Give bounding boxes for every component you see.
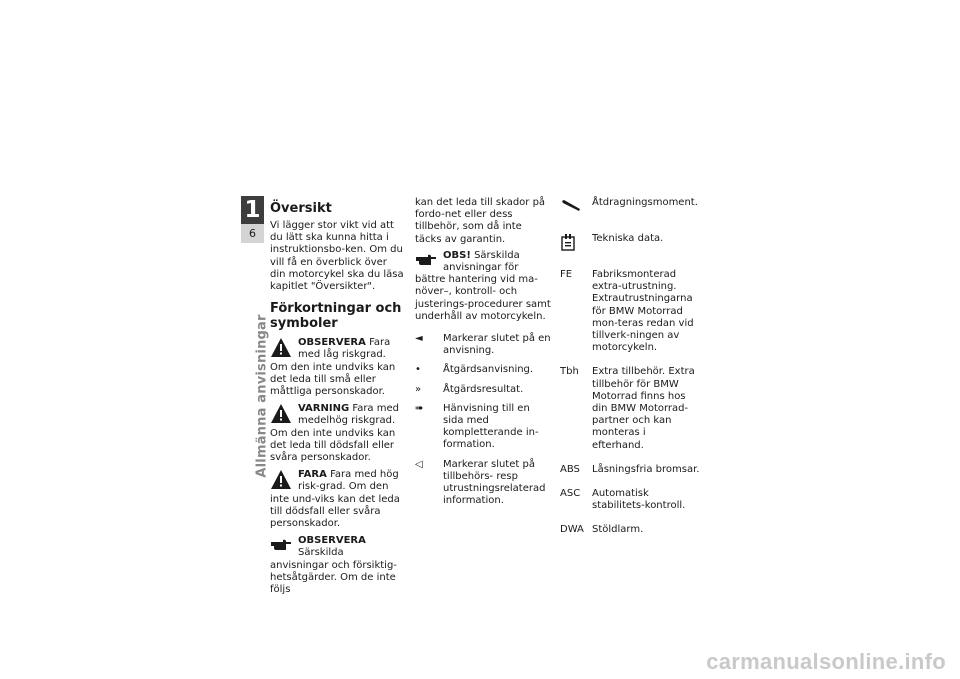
note-obs	[415, 250, 551, 323]
note-keyword: VARNING	[298, 403, 350, 415]
abbr-text: Stöldlarm.	[592, 524, 644, 536]
arrow-reference-icon: ➠	[415, 402, 424, 414]
symbol-row-end-of-instruction	[415, 333, 551, 357]
note-varning	[270, 403, 405, 464]
symbol-row-result	[415, 384, 551, 396]
abbr-key: FE	[560, 269, 573, 280]
abbr-key: DWA	[560, 524, 584, 536]
heading-abbreviations: Förkortningar och symboler	[270, 301, 402, 332]
note-fara	[270, 469, 405, 530]
symbol-row-accessory-end	[415, 459, 551, 508]
abbr-row-fe	[560, 269, 700, 354]
end-marker-icon: ◄	[415, 333, 423, 345]
warning-triangle-icon	[270, 403, 294, 427]
note-text: Särskilda anvisningar för bättre hantering vid ma-növer–, kontroll- och justerings-procedurer samt underhåll av motorcykeln.	[415, 249, 551, 322]
abbr-row-abs	[560, 464, 700, 476]
abbr-row-tbh	[560, 366, 700, 451]
icon-row-text: Tekniska data.	[592, 233, 664, 244]
column-2	[415, 197, 551, 514]
bullet-icon: •	[415, 364, 421, 376]
abbr-text: Låsningsfria bromsar.	[592, 463, 700, 475]
page-number: 6	[241, 224, 264, 243]
pointing-hand-icon	[415, 250, 439, 274]
abbr-text: Fabriksmonterad extra-utrustning. Extrautrustningarna för BMW Motorrad mon-teras redan vid tillverk-ningen av motorcykeln.	[592, 269, 694, 354]
abbr-key: Tbh	[560, 366, 579, 378]
note-text: Fara med hög risk-grad. Om den inte und-viks kan det leda till dödsfall eller svåra personskador.	[270, 469, 400, 530]
intro-paragraph: Vi lägger stor vikt vid att du lätt ska kunna hitta i instruktionsbo-ken. Om du vill få en överblick över din motorcykel ska du läsa kapitlet "Översikter".	[270, 220, 404, 293]
symbol-row-reference	[415, 403, 551, 452]
symbol-description: Åtgärdsresultat.	[443, 383, 524, 395]
accessory-end-icon: ◁	[415, 458, 423, 470]
heading-oversikt: Översikt	[270, 201, 332, 216]
note-keyword: OBS!	[443, 249, 471, 261]
icon-row-text: Åtdragningsmoment.	[592, 197, 698, 208]
note-text: Fara med låg riskgrad. Om den inte undviks kan det leda till små eller måttliga personskador.	[270, 337, 396, 398]
warning-triangle-icon	[270, 469, 294, 493]
symbol-description: Åtgärdsanvisning.	[443, 364, 534, 376]
continuation-paragraph: kan det leda till skador på fordo-net eller dess tillbehör, som då inte täcks av garantin.	[415, 197, 546, 245]
technical-data-icon	[560, 233, 592, 253]
note-observera-hand	[270, 535, 405, 596]
note-text: Särskilda anvisningar och försiktig-hetsåtgärder. Om de inte följs	[270, 547, 397, 596]
column-1	[270, 199, 405, 601]
torque-wrench-icon	[560, 197, 592, 217]
icon-row-torque	[560, 197, 700, 217]
symbol-description: Markerar slutet på tillbehörs- resp utrustningsrelaterad information.	[443, 458, 546, 507]
watermark: carmanualsonline.info	[706, 649, 946, 674]
warning-triangle-icon	[270, 337, 294, 361]
abbr-row-asc	[560, 488, 700, 512]
column-3	[560, 197, 700, 549]
symbol-description: Hänvisning till en sida med kompletterande in-formation.	[443, 402, 539, 451]
result-icon: »	[415, 383, 422, 395]
abbr-key: ABS	[560, 463, 580, 475]
note-text: Fara med medelhög riskgrad. Om den inte undviks kan det leda till dödsfall eller svåra personskador.	[270, 403, 399, 464]
abbr-text: Automatisk stabilitets-kontroll.	[592, 488, 686, 512]
abbr-row-dwa	[560, 524, 700, 536]
pointing-hand-icon	[270, 535, 294, 559]
note-keyword: OBSERVERA	[298, 337, 366, 349]
chapter-number: 1	[244, 197, 261, 223]
abbr-key: ASC	[560, 488, 581, 500]
note-observera-caution	[270, 337, 405, 398]
note-keyword: OBSERVERA	[298, 535, 366, 547]
icon-row-technical-data	[560, 233, 700, 253]
chapter-title-vertical: Allmänna anvisningar	[254, 314, 270, 478]
symbol-row-action	[415, 364, 551, 376]
note-keyword: FARA	[298, 469, 327, 481]
symbol-description: Markerar slutet på en anvisning.	[443, 333, 551, 357]
abbr-text: Extra tillbehör. Extra tillbehör för BMW Motorrad finns hos din BMW Motorrad-partner och kan monteras i efterhand.	[592, 366, 695, 451]
chapter-tab	[241, 196, 264, 243]
